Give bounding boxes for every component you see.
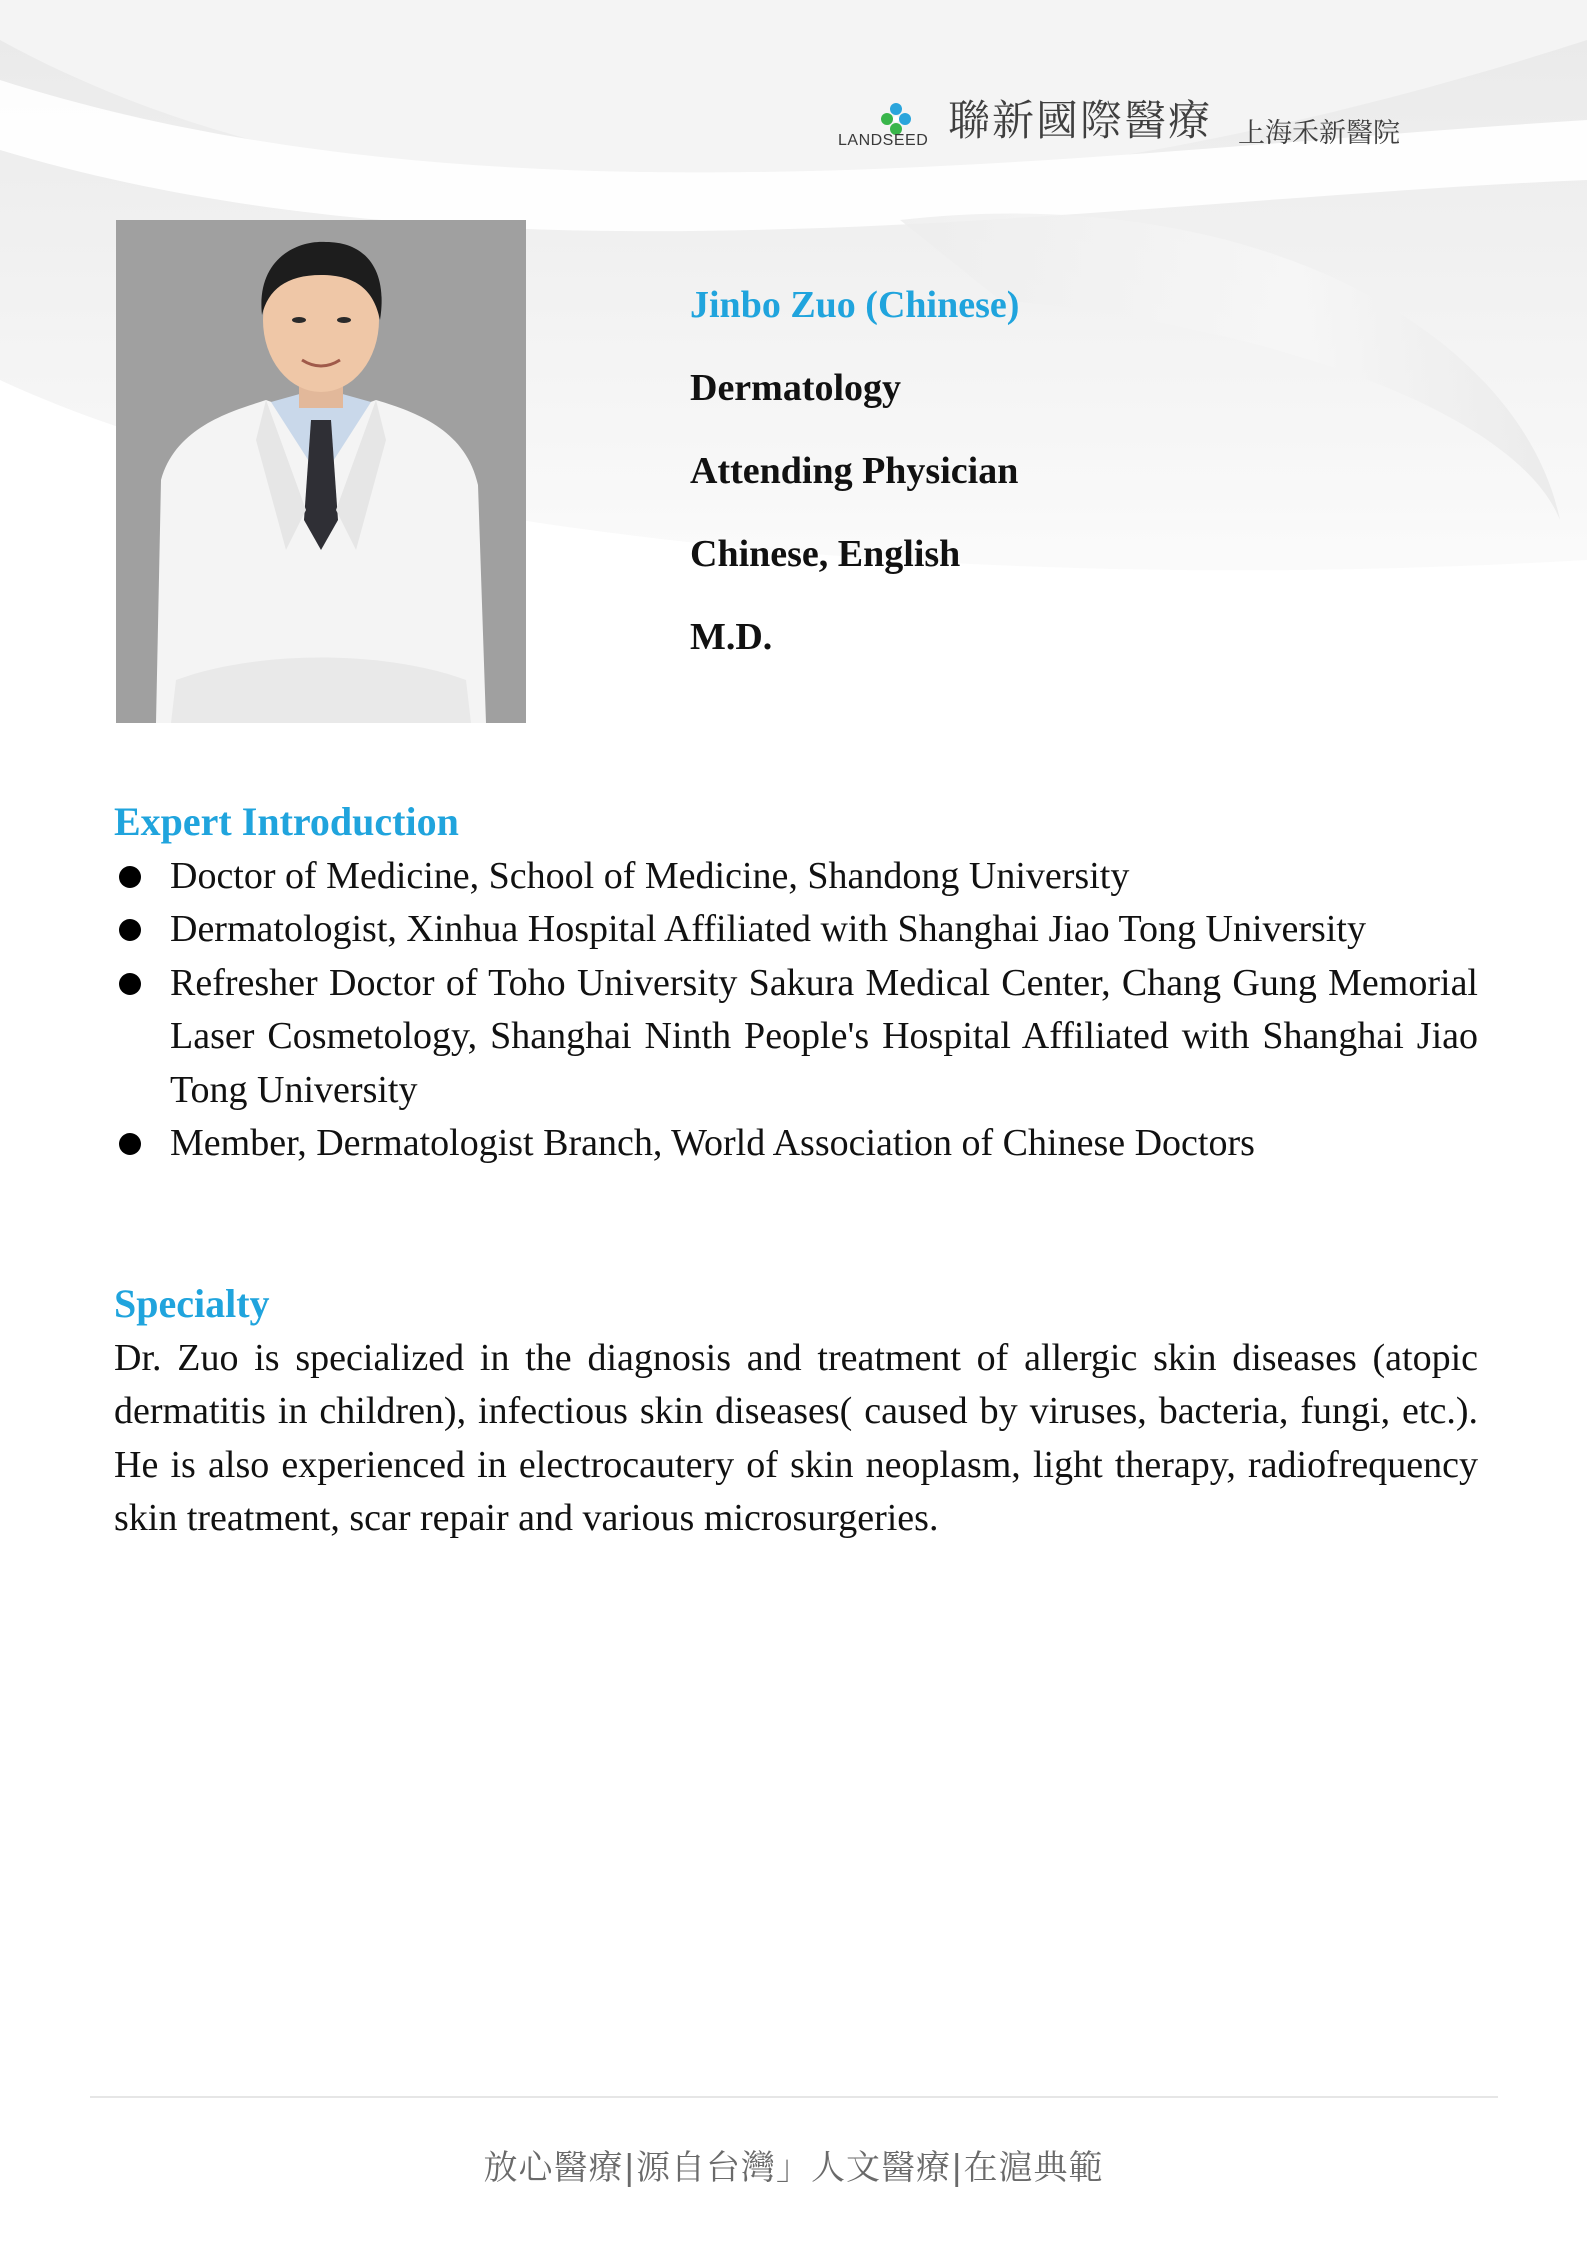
bullet-icon bbox=[119, 1133, 141, 1155]
doctor-degree: M.D. bbox=[690, 616, 773, 658]
bullet-icon bbox=[119, 919, 141, 941]
footer-slogan: 放心醫療|源自台灣」人文醫療|在滬典範 bbox=[483, 2148, 1104, 2188]
doctor-title: Attending Physician bbox=[690, 450, 1019, 492]
specialty-text: Dr. Zuo is specialized in the diagnosis and treatment of allergic skin diseases (atopic dermatitis in children), infectious skin diseases( caused by viruses, bacteria, fungi, etc.). He is also experienced in electrocautery of skin neoplasm, light therapy, radiofrequency skin treatment, scar repair and various microsurgeries. bbox=[114, 1337, 1478, 1540]
list-item: Doctor of Medicine, School of Medicine, Shandong University bbox=[114, 850, 1478, 903]
logo-subtitle: 上海禾新醫院 bbox=[1238, 118, 1400, 149]
footer-divider bbox=[90, 2096, 1498, 2098]
doctor-profile bbox=[690, 278, 1019, 693]
doctor-photo bbox=[116, 220, 526, 723]
bullet-icon bbox=[119, 973, 141, 995]
logo-chinese-text: 聯新國際醫療 bbox=[948, 96, 1213, 145]
list-item: Member, Dermatologist Branch, World Association of Chinese Doctors bbox=[114, 1117, 1478, 1170]
logo-english-text: LANDSEED bbox=[838, 132, 929, 149]
doctor-department: Dermatology bbox=[690, 367, 902, 409]
doctor-name: Jinbo Zuo (Chinese) bbox=[690, 284, 1020, 326]
hospital-logo bbox=[838, 96, 1448, 156]
bullet-icon bbox=[119, 866, 141, 888]
doctor-languages: Chinese, English bbox=[690, 533, 961, 575]
specialty-heading: Specialty bbox=[114, 1281, 270, 1326]
list-item: Dermatologist, Xinhua Hospital Affiliated with Shanghai Jiao Tong University bbox=[114, 903, 1478, 956]
list-item: Refresher Doctor of Toho University Sakura Medical Center, Chang Gung Memorial Laser Cosmetology, Shanghai Ninth People's Hospital Affiliated with Shanghai Jiao Tong University bbox=[114, 957, 1478, 1117]
expert-intro-heading: Expert Introduction bbox=[114, 799, 459, 844]
expert-intro-list bbox=[114, 850, 1478, 1170]
